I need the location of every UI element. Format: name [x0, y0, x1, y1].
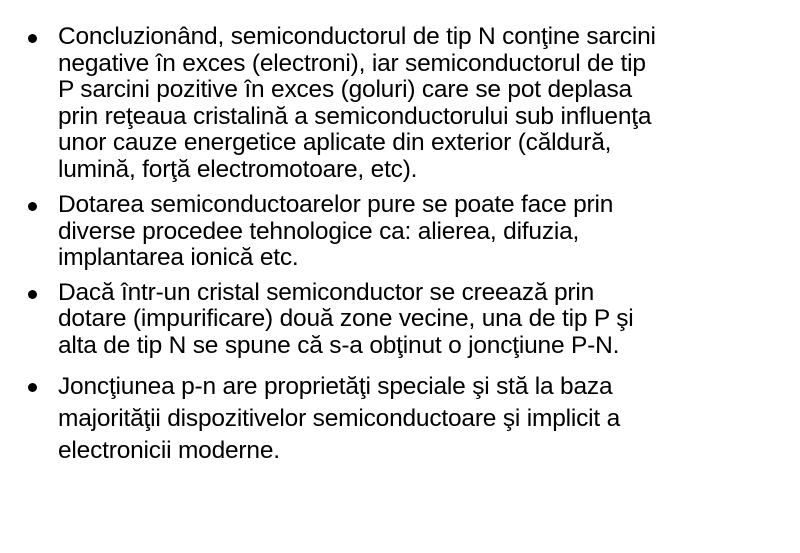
bullet-list — [28, 24, 778, 467]
text-line: lumină, forţă electromotoare, etc). — [58, 155, 418, 183]
text-line: Dacă într-un cristal semiconductor se creează prin — [58, 278, 595, 306]
bullet-dot-icon — [28, 202, 37, 211]
text-line: P sarcini pozitive în exces (goluri) care se pot deplasa — [58, 76, 632, 103]
bullet-item-pn-junction-properties — [28, 371, 778, 467]
text-line: alta de tip N se spune că s-a obţinut o joncţiune P-N. — [58, 331, 620, 359]
bullet-item-doping — [28, 192, 778, 272]
bullet-dot-icon — [28, 383, 37, 392]
text-line: negative în exces (electroni), iar semiconductorul de tip — [58, 49, 646, 77]
text-line: dotare (impurificare) două zone vecine, una de tip P şi — [58, 305, 634, 332]
text-line: electronicii moderne. — [58, 437, 280, 464]
text-line: prin reţeaua cristalină a semiconductorului sub influenţa — [58, 102, 652, 130]
text-line: Concluzionând, semiconductorul de tip N conţine sarcini — [58, 23, 656, 50]
text-line: unor cauze energetice aplicate din exterior (căldură, — [58, 129, 612, 156]
text-line: Joncţiunea p-n are proprietăţi speciale şi stă la baza — [58, 373, 613, 400]
text-line: implantarea ionică etc. — [58, 244, 299, 271]
bullet-item-conclusion — [28, 24, 778, 183]
text-line: diverse procedee tehnologice ca: alierea, difuzia, — [58, 217, 580, 245]
text-line: majorităţii dispozitivelor semiconductoare şi implicit a — [58, 405, 621, 432]
text-line: Dotarea semiconductoarelor pure se poate face prin — [58, 191, 614, 218]
bullet-item-pn-junction-formation — [28, 280, 778, 360]
bullet-dot-icon — [28, 290, 37, 299]
bullet-dot-icon — [28, 34, 37, 43]
